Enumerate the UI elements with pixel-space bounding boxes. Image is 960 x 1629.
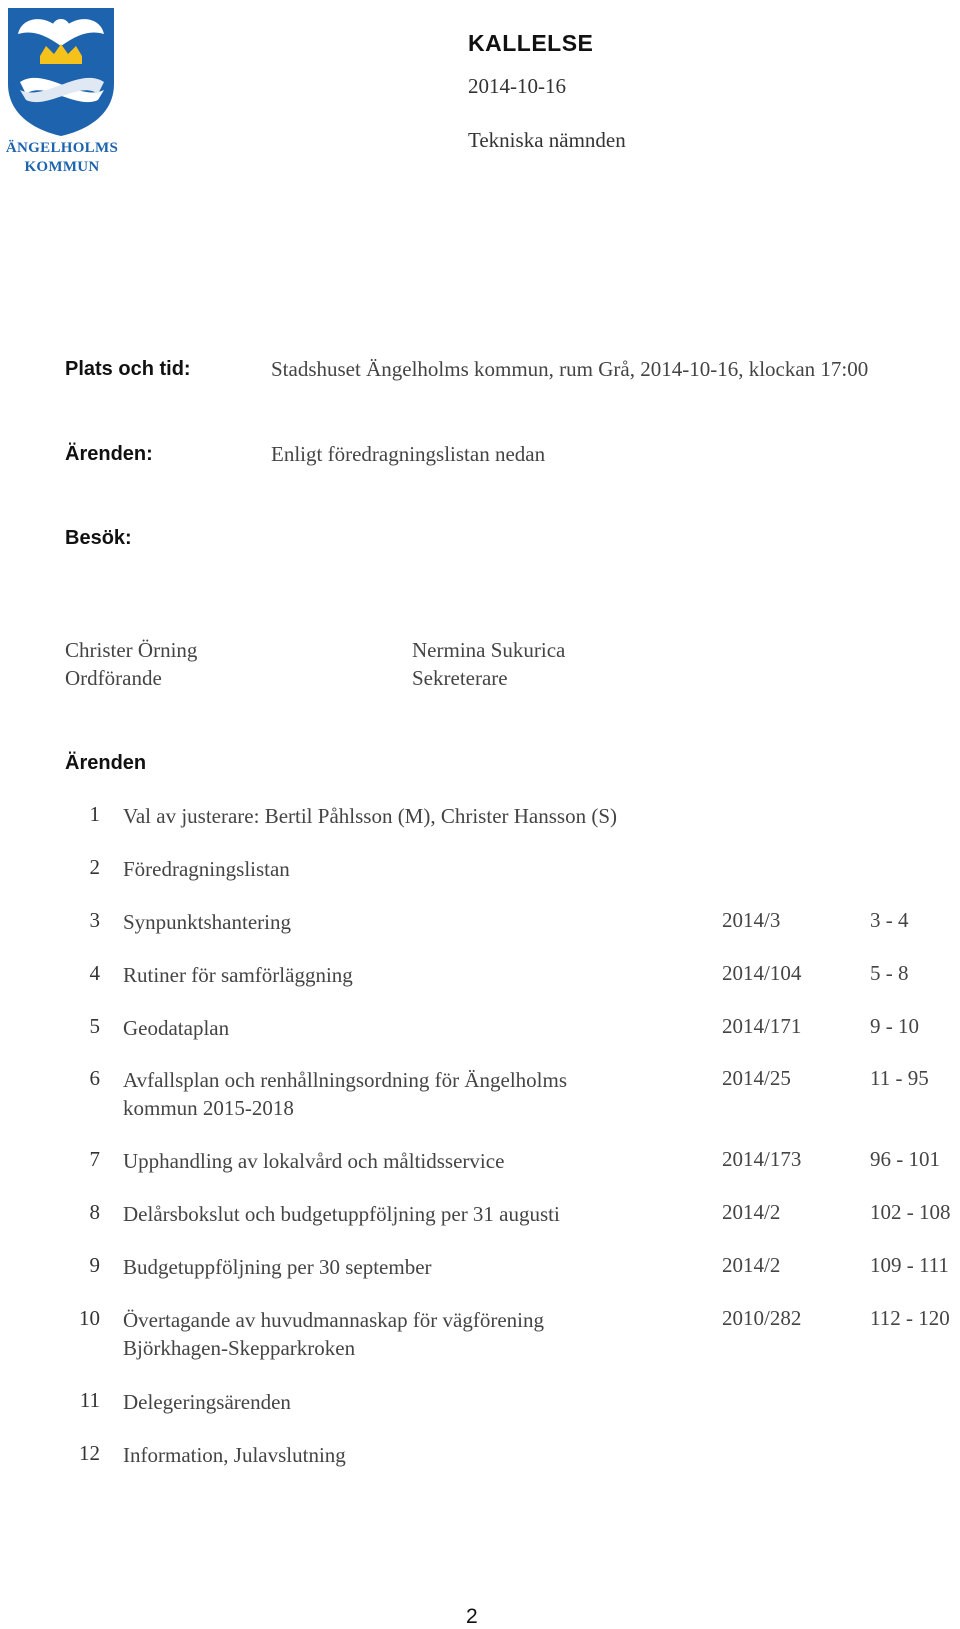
agenda-item-reference: 2014/171 <box>722 1014 802 1038</box>
coat-of-arms-icon <box>4 6 120 138</box>
agenda-item-number: 2 <box>89 855 100 879</box>
agenda-item-pages: 109 - 111 <box>870 1253 949 1277</box>
agenda-item-pages: 5 - 8 <box>870 961 909 985</box>
agenda-item-pages: 11 - 95 <box>870 1066 929 1090</box>
logo-text-line2: KOMMUN <box>24 159 100 175</box>
agenda-item-number: 6 <box>89 1066 100 1090</box>
agenda-item-number: 11 <box>79 1388 100 1412</box>
agenda-item-title: Geodataplan <box>123 1016 230 1040</box>
agenda-item-title: Budgetuppföljning per 30 september <box>123 1255 432 1279</box>
agenda-item-title: Information, Julavslutning <box>123 1443 346 1467</box>
visit-label: Besök: <box>65 527 132 549</box>
place-label: Plats och tid: <box>65 358 191 380</box>
agenda-item-number: 8 <box>89 1200 100 1224</box>
agenda-item-title: Delegeringsärenden <box>123 1390 291 1414</box>
agenda-item-number: 1 <box>89 802 100 826</box>
agenda-item-number: 4 <box>89 961 100 985</box>
agenda-item-title: Upphandling av lokalvård och måltidsservice <box>123 1149 505 1173</box>
agenda-item-title: Föredragningslistan <box>123 857 290 881</box>
document-date: 2014-10-16 <box>468 74 566 98</box>
agenda-item-number: 7 <box>89 1147 100 1171</box>
agenda-item-number: 5 <box>89 1014 100 1038</box>
agenda-item-reference: 2010/282 <box>722 1306 802 1330</box>
agenda-item-pages: 102 - 108 <box>870 1200 951 1224</box>
agenda-item-title: Avfallsplan och renhållningsordning för Ängelholms kommun 2015-2018 <box>123 1068 568 1120</box>
agenda-item-pages: 9 - 10 <box>870 1014 919 1038</box>
logo-text-line1: ÄNGELHOLMS <box>5 140 119 156</box>
agenda-item-reference: 2014/25 <box>722 1066 791 1090</box>
secretary <box>412 636 565 692</box>
place-value: Stadshuset Ängelholms kommun, rum Grå, 2014-10-16, klockan 17:00 <box>271 357 869 381</box>
chairperson-name: Christer Örning <box>65 638 198 662</box>
chairperson <box>65 636 197 692</box>
agenda-item-pages: 112 - 120 <box>870 1306 950 1330</box>
committee-name: Tekniska nämnden <box>468 128 626 152</box>
matters-value: Enligt föredragningslistan nedan <box>271 442 546 466</box>
agenda-item-title: Synpunktshantering <box>123 910 291 934</box>
agenda-item-number: 3 <box>89 908 100 932</box>
agenda-item-pages: 3 - 4 <box>870 908 909 932</box>
secretary-role: Sekreterare <box>412 666 508 690</box>
document-type: KALLELSE <box>468 30 594 56</box>
secretary-name: Nermina Sukurica <box>412 638 566 662</box>
agenda-item-pages: 96 - 101 <box>870 1147 940 1171</box>
agenda-item-reference: 2014/2 <box>722 1253 781 1277</box>
agenda-item-reference: 2014/104 <box>722 961 802 985</box>
page-number: 2 <box>466 1605 478 1628</box>
agenda-item-number: 12 <box>79 1441 100 1465</box>
agenda-item-number: 10 <box>79 1306 100 1330</box>
agenda-heading: Ärenden <box>65 752 147 774</box>
agenda-item-reference: 2014/173 <box>722 1147 802 1171</box>
agenda-item-reference: 2014/2 <box>722 1200 781 1224</box>
agenda-item-number: 9 <box>89 1253 100 1277</box>
matters-label: Ärenden: <box>65 443 153 465</box>
agenda-item-title: Delårsbokslut och budgetuppföljning per 31 augusti <box>123 1202 560 1226</box>
chairperson-role: Ordförande <box>65 666 162 690</box>
agenda-item-title: Val av justerare: Bertil Påhlsson (M), Christer Hansson (S) <box>123 804 618 828</box>
agenda-item-title: Rutiner för samförläggning <box>123 963 353 987</box>
municipality-logo <box>4 6 120 178</box>
agenda-item-reference: 2014/3 <box>722 908 781 932</box>
agenda-item-title: Övertagande av huvudmannaskap för vägförening Björkhagen-Skepparkroken <box>123 1308 545 1360</box>
